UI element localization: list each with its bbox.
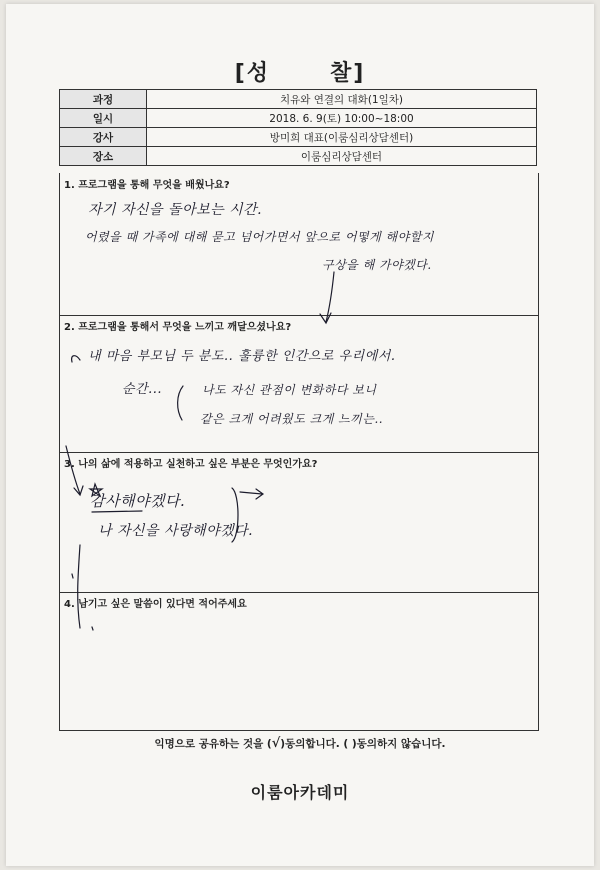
question-box-2 [59,315,539,453]
info-label: 과정 [60,90,147,109]
answer-q2-line3: 나도 자신 관점이 변화하다 보니 [202,383,377,397]
info-row [60,128,537,147]
info-label: 일시 [60,109,147,128]
consent-line [0,736,600,751]
info-row [60,147,537,166]
answer-q1-line3: 구상을 해 가야겠다. [322,258,432,272]
info-table [59,89,537,166]
consent-check-mark: √ [271,736,281,751]
answer-q1-line2: 어렸을 때 가족에 대해 묻고 넘어가면서 앞으로 어떻게 해야할지 [85,230,434,244]
info-label: 강사 [60,128,147,147]
title-part2: 찰] [330,61,366,86]
question-3-label: 3. 나의 삶에 적용하고 실천하고 싶은 부분은 무엇인가요? [64,459,318,470]
consent-text-2: )동의합니다. ( )동의하지 않습니다. [280,738,446,750]
answer-q2-line4: 같은 크게 어려웠도 크게 느끼는.. [200,412,384,426]
answer-q3-line1: 감사해야겠다. [90,492,186,510]
info-value: 치유와 연결의 대화(1일차) [147,90,537,109]
answer-q3-line2: 나 자신을 사랑해야겠다. [98,523,254,539]
info-value: 이룸심리상담센터 [147,147,537,166]
info-row [60,90,537,109]
question-box-4 [59,592,539,731]
title-part1: [성 [234,61,270,86]
info-label: 장소 [60,147,147,166]
answer-q2-line1: 내 마음 부모님 두 분도.. 훌륭한 인간으로 우리에서. [88,349,396,364]
question-4-label: 4. 남기고 싶은 말씀이 있다면 적어주세요 [64,599,247,610]
consent-text-1: 익명으로 공유하는 것을 ( [154,738,272,750]
info-row [60,109,537,128]
question-1-label: 1. 프로그램을 통해 무엇을 배웠나요? [64,180,230,191]
question-box-1 [59,173,539,316]
question-box-3 [59,452,539,593]
answer-q1-line1: 자기 자신을 돌아보는 시간. [88,202,263,218]
info-value: 2018. 6. 9(토) 10:00~18:00 [147,109,537,128]
answer-q2-line2: 순간... [122,382,163,397]
form-title [0,56,600,87]
footer-org-name: 이룸아카데미 [250,783,350,802]
info-value: 방미희 대표(이룸심리상담센터) [147,128,537,147]
question-2-label: 2. 프로그램을 통해서 무엇을 느끼고 깨달으셨나요? [64,322,292,333]
